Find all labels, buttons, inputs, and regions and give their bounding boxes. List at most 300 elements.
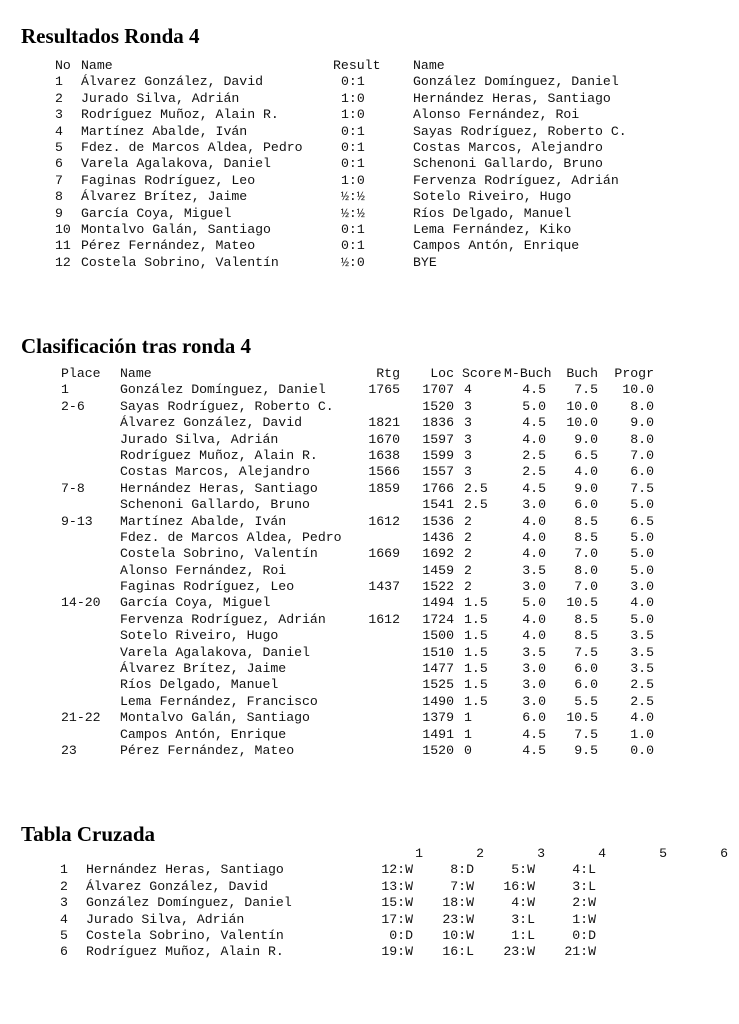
round-result: 16:W — [503, 878, 535, 894]
standing-progr: 9.0 — [630, 415, 654, 431]
black-player: Hernández Heras, Santiago — [413, 90, 611, 106]
standing-progr: 5.0 — [630, 546, 654, 562]
col-header-progr: Progr — [614, 366, 654, 381]
round-result: 7:W — [450, 878, 474, 894]
standing-mbuch: 5.0 — [522, 398, 546, 414]
standing-name: Schenoni Gallardo, Bruno — [120, 497, 310, 513]
standing-name: González Domínguez, Daniel — [120, 382, 326, 398]
standing-mbuch: 4.0 — [522, 546, 546, 562]
standing-buch: 8.5 — [574, 628, 598, 644]
table-row — [61, 645, 654, 661]
standing-progr: 2.5 — [630, 677, 654, 693]
standing-name: Hernández Heras, Santiago — [120, 480, 318, 496]
black-player: Sayas Rodríguez, Roberto C. — [413, 123, 627, 139]
table-row — [55, 928, 728, 944]
standing-loc: 1379 — [422, 710, 454, 726]
standing-loc: 1459 — [422, 562, 454, 578]
standing-score: 3 — [464, 398, 472, 414]
standing-loc: 1510 — [422, 644, 454, 660]
results-table — [55, 58, 673, 271]
col-header-name: Name — [120, 366, 152, 381]
pairing-result: 1:0 — [341, 107, 365, 123]
standing-buch: 6.0 — [574, 497, 598, 513]
standing-buch: 6.0 — [574, 661, 598, 677]
table-row — [61, 563, 654, 579]
standing-loc: 1707 — [422, 382, 454, 398]
standing-mbuch: 4.0 — [522, 529, 546, 545]
pairing-result: 0:1 — [341, 74, 365, 90]
standing-progr: 8.0 — [630, 431, 654, 447]
pairing-result: ½:0 — [341, 254, 365, 270]
col-header-loc: Loc — [430, 366, 454, 381]
standings-title: Clasificación tras ronda 4 — [21, 334, 252, 358]
standing-name: Rodríguez Muñoz, Alain R. — [120, 447, 318, 463]
results-title: Resultados Ronda 4 — [21, 24, 200, 48]
round-header: 6 — [720, 846, 728, 861]
col-header-rtg: Rtg — [376, 366, 400, 381]
standing-place: 9-13 — [61, 513, 93, 529]
standing-loc: 1597 — [422, 431, 454, 447]
standing-place: 14-20 — [61, 595, 101, 611]
pairing-result: 1:0 — [341, 90, 365, 106]
standing-mbuch: 4.5 — [522, 742, 546, 758]
table-row — [61, 677, 654, 693]
black-player: BYE — [413, 254, 437, 270]
standing-mbuch: 5.0 — [522, 595, 546, 611]
col-header-buch: Buch — [566, 366, 598, 381]
standing-name: Jurado Silva, Adrián — [120, 431, 279, 447]
standing-buch: 4.0 — [574, 464, 598, 480]
standing-score: 2.5 — [464, 480, 488, 496]
standing-name: Montalvo Galán, Santiago — [120, 710, 310, 726]
round-result: 1:W — [572, 911, 596, 927]
table-row — [61, 661, 654, 677]
table-row — [55, 124, 673, 140]
round-result: 23:W — [503, 944, 535, 960]
crosstable-title: Tabla Cruzada — [21, 822, 156, 846]
standing-score: 1.5 — [464, 628, 488, 644]
standing-name: Sayas Rodríguez, Roberto C. — [120, 398, 334, 414]
standing-score: 2.5 — [464, 497, 488, 513]
pairing-no: 6 — [55, 156, 63, 172]
standing-rtg: 1437 — [368, 579, 400, 595]
standing-buch: 7.0 — [574, 546, 598, 562]
standing-place: 7-8 — [61, 480, 85, 496]
standing-buch: 10.0 — [566, 398, 598, 414]
table-row — [61, 727, 654, 743]
pairing-no: 9 — [55, 205, 63, 221]
round-result: 23:W — [442, 911, 474, 927]
round-result: 0:D — [572, 927, 596, 943]
standing-score: 1.5 — [464, 661, 488, 677]
round-result: 1:L — [511, 927, 535, 943]
table-row — [61, 415, 654, 431]
standing-progr: 10.0 — [622, 382, 654, 398]
round-result: 10:W — [442, 927, 474, 943]
standing-mbuch: 3.5 — [522, 644, 546, 660]
standing-loc: 1692 — [422, 546, 454, 562]
table-row — [55, 107, 673, 123]
standing-name: Campos Antón, Enrique — [120, 726, 287, 742]
standing-loc: 1491 — [422, 726, 454, 742]
table-row — [55, 255, 673, 271]
round-header: 3 — [537, 846, 545, 861]
white-player: Álvarez González, David — [81, 74, 264, 90]
standing-score: 2 — [464, 529, 472, 545]
round-result: 16:L — [442, 944, 474, 960]
pairing-result: 0:1 — [341, 238, 365, 254]
round-result: 15:W — [381, 895, 413, 911]
black-player: Sotelo Riveiro, Hugo — [413, 189, 572, 205]
table-row — [55, 944, 728, 960]
round-header: 5 — [659, 846, 667, 861]
pairing-result: ½:½ — [341, 189, 365, 205]
standing-mbuch: 3.5 — [522, 562, 546, 578]
round-result: 12:W — [381, 862, 413, 878]
standing-buch: 5.5 — [574, 693, 598, 709]
standing-loc: 1490 — [422, 693, 454, 709]
white-player: Pérez Fernández, Mateo — [81, 238, 256, 254]
table-row — [55, 222, 673, 238]
standing-mbuch: 4.5 — [522, 480, 546, 496]
standing-name: García Coya, Miguel — [120, 595, 271, 611]
standing-score: 4 — [464, 382, 472, 398]
pairing-result: 0:1 — [341, 123, 365, 139]
pairing-result: 1:0 — [341, 172, 365, 188]
standing-loc: 1525 — [422, 677, 454, 693]
standing-progr: 8.0 — [630, 398, 654, 414]
standing-loc: 1477 — [422, 661, 454, 677]
standing-score: 3 — [464, 447, 472, 463]
standing-score: 3 — [464, 415, 472, 431]
standing-rtg: 1638 — [368, 447, 400, 463]
table-row — [61, 481, 654, 497]
standing-buch: 8.0 — [574, 562, 598, 578]
results-header-row — [55, 58, 673, 74]
standings-header-row — [61, 366, 654, 382]
standing-progr: 3.0 — [630, 579, 654, 595]
table-row — [61, 710, 654, 726]
standing-score: 2 — [464, 579, 472, 595]
standing-progr: 6.5 — [630, 513, 654, 529]
standing-mbuch: 4.5 — [522, 382, 546, 398]
white-player: Costela Sobrino, Valentín — [81, 254, 279, 270]
standing-progr: 5.0 — [630, 611, 654, 627]
standing-progr: 4.0 — [630, 595, 654, 611]
standing-loc: 1599 — [422, 447, 454, 463]
table-row — [55, 91, 673, 107]
round-result: 8:D — [450, 862, 474, 878]
standing-loc: 1500 — [422, 628, 454, 644]
standing-score: 1.5 — [464, 644, 488, 660]
cross-player: Rodríguez Muñoz, Alain R. — [86, 944, 284, 960]
white-player: García Coya, Miguel — [81, 205, 232, 221]
table-row — [55, 238, 673, 254]
pairing-no: 12 — [55, 254, 71, 270]
table-row — [55, 895, 728, 911]
table-row — [61, 448, 654, 464]
standing-progr: 3.5 — [630, 661, 654, 677]
table-row — [61, 464, 654, 480]
black-player: Schenoni Gallardo, Bruno — [413, 156, 603, 172]
standing-buch: 9.0 — [574, 480, 598, 496]
table-row — [61, 628, 654, 644]
standing-rtg: 1669 — [368, 546, 400, 562]
round-result: 4:L — [572, 862, 596, 878]
standing-loc: 1541 — [422, 497, 454, 513]
standing-name: Alonso Fernández, Roi — [120, 562, 287, 578]
standing-mbuch: 2.5 — [522, 447, 546, 463]
table-row — [61, 546, 654, 562]
standing-mbuch: 4.0 — [522, 628, 546, 644]
pairing-result: 0:1 — [341, 221, 365, 237]
standing-progr: 2.5 — [630, 693, 654, 709]
pairing-no: 10 — [55, 221, 71, 237]
standing-loc: 1557 — [422, 464, 454, 480]
round-result: 19:W — [381, 944, 413, 960]
standing-buch: 6.5 — [574, 447, 598, 463]
standing-score: 1 — [464, 726, 472, 742]
standing-mbuch: 6.0 — [522, 710, 546, 726]
cross-no: 6 — [60, 944, 68, 960]
standing-score: 1 — [464, 710, 472, 726]
standing-progr: 1.0 — [630, 726, 654, 742]
round-header: 2 — [476, 846, 484, 861]
standing-rtg: 1612 — [368, 513, 400, 529]
cross-no: 5 — [60, 927, 68, 943]
standing-progr: 7.0 — [630, 447, 654, 463]
standing-buch: 10.5 — [566, 595, 598, 611]
table-row — [55, 173, 673, 189]
standing-buch: 8.5 — [574, 611, 598, 627]
cross-player: Álvarez González, David — [86, 878, 269, 894]
standing-score: 3 — [464, 431, 472, 447]
standing-buch: 9.0 — [574, 431, 598, 447]
round-header: 4 — [598, 846, 606, 861]
standing-score: 1.5 — [464, 677, 488, 693]
standing-name: Ríos Delgado, Manuel — [120, 677, 279, 693]
white-player: Martínez Abalde, Iván — [81, 123, 248, 139]
crosstable-header-row — [55, 846, 728, 862]
standing-score: 2 — [464, 562, 472, 578]
standing-name: Pérez Fernández, Mateo — [120, 742, 295, 758]
standing-progr: 6.0 — [630, 464, 654, 480]
round-result: 18:W — [442, 895, 474, 911]
standing-rtg: 1566 — [368, 464, 400, 480]
black-player: Costas Marcos, Alejandro — [413, 139, 603, 155]
standing-buch: 7.5 — [574, 382, 598, 398]
pairing-result: 0:1 — [341, 156, 365, 172]
table-row — [61, 514, 654, 530]
col-header-mbuch: M-Buch — [504, 366, 552, 381]
col-header-name2: Name — [413, 58, 445, 73]
standing-progr: 5.0 — [630, 529, 654, 545]
standing-loc: 1766 — [422, 480, 454, 496]
standing-rtg: 1670 — [368, 431, 400, 447]
table-row — [61, 612, 654, 628]
table-row — [61, 399, 654, 415]
col-header-result: Result — [333, 58, 381, 73]
standing-score: 2 — [464, 513, 472, 529]
standing-score: 0 — [464, 742, 472, 758]
table-row — [61, 694, 654, 710]
standing-loc: 1724 — [422, 611, 454, 627]
black-player: Lema Fernández, Kiko — [413, 221, 572, 237]
standing-loc: 1520 — [422, 742, 454, 758]
standing-buch: 7.5 — [574, 644, 598, 660]
cross-player: Hernández Heras, Santiago — [86, 862, 284, 878]
standing-mbuch: 3.0 — [522, 661, 546, 677]
table-row — [55, 189, 673, 205]
standing-rtg: 1859 — [368, 480, 400, 496]
black-player: Campos Antón, Enrique — [413, 238, 580, 254]
black-player: Fervenza Rodríguez, Adrián — [413, 172, 619, 188]
col-header-no: No — [55, 58, 71, 73]
standing-loc: 1536 — [422, 513, 454, 529]
standing-score: 1.5 — [464, 611, 488, 627]
standing-name: Martínez Abalde, Iván — [120, 513, 287, 529]
table-row — [55, 74, 673, 90]
standing-progr: 3.5 — [630, 628, 654, 644]
standing-buch: 7.0 — [574, 579, 598, 595]
standing-mbuch: 4.0 — [522, 611, 546, 627]
standing-name: Lema Fernández, Francisco — [120, 693, 318, 709]
standing-mbuch: 4.0 — [522, 513, 546, 529]
pairing-no: 5 — [55, 139, 63, 155]
standing-loc: 1494 — [422, 595, 454, 611]
standing-buch: 7.5 — [574, 726, 598, 742]
round-result: 17:W — [381, 911, 413, 927]
standing-mbuch: 2.5 — [522, 464, 546, 480]
crosstable-table — [55, 846, 728, 961]
standing-name: Faginas Rodríguez, Leo — [120, 579, 295, 595]
standing-name: Fdez. de Marcos Aldea, Pedro — [120, 529, 342, 545]
table-row — [55, 206, 673, 222]
table-row — [61, 432, 654, 448]
standing-rtg: 1765 — [368, 382, 400, 398]
table-row — [55, 879, 728, 895]
white-player: Montalvo Galán, Santiago — [81, 221, 271, 237]
standing-place: 21-22 — [61, 710, 101, 726]
standing-mbuch: 3.0 — [522, 677, 546, 693]
standings-table — [61, 366, 654, 759]
cross-player: González Domínguez, Daniel — [86, 895, 292, 911]
standing-place: 2-6 — [61, 398, 85, 414]
standing-progr: 5.0 — [630, 562, 654, 578]
standing-name: Fervenza Rodríguez, Adrián — [120, 611, 326, 627]
table-row — [55, 862, 728, 878]
standing-mbuch: 3.0 — [522, 693, 546, 709]
table-row — [55, 156, 673, 172]
cross-no: 3 — [60, 895, 68, 911]
col-header-place: Place — [61, 366, 101, 381]
table-row — [61, 579, 654, 595]
round-result: 2:W — [572, 895, 596, 911]
standing-name: Álvarez Brítez, Jaime — [120, 661, 287, 677]
standing-loc: 1836 — [422, 415, 454, 431]
table-row — [61, 530, 654, 546]
black-player: González Domínguez, Daniel — [413, 74, 619, 90]
pairing-no: 7 — [55, 172, 63, 188]
table-row — [61, 743, 654, 759]
round-result: 13:W — [381, 878, 413, 894]
standing-score: 1.5 — [464, 693, 488, 709]
standing-buch: 8.5 — [574, 513, 598, 529]
cross-player: Jurado Silva, Adrián — [86, 911, 245, 927]
standing-rtg: 1612 — [368, 611, 400, 627]
standing-place: 1 — [61, 382, 69, 398]
standing-loc: 1436 — [422, 529, 454, 545]
pairing-no: 8 — [55, 189, 63, 205]
standing-rtg: 1821 — [368, 415, 400, 431]
white-player: Faginas Rodríguez, Leo — [81, 172, 256, 188]
standing-name: Costela Sobrino, Valentín — [120, 546, 318, 562]
standing-name: Costas Marcos, Alejandro — [120, 464, 310, 480]
black-player: Ríos Delgado, Manuel — [413, 205, 572, 221]
standing-progr: 0.0 — [630, 742, 654, 758]
standing-mbuch: 3.0 — [522, 497, 546, 513]
cross-no: 1 — [60, 862, 68, 878]
pairing-no: 11 — [55, 238, 71, 254]
round-result: 4:W — [511, 895, 535, 911]
standing-buch: 9.5 — [574, 742, 598, 758]
white-player: Fdez. de Marcos Aldea, Pedro — [81, 139, 303, 155]
standing-buch: 6.0 — [574, 677, 598, 693]
white-player: Álvarez Brítez, Jaime — [81, 189, 248, 205]
standing-place: 23 — [61, 742, 77, 758]
black-player: Alonso Fernández, Roi — [413, 107, 580, 123]
round-result: 21:W — [564, 944, 596, 960]
round-header: 1 — [415, 846, 423, 861]
standing-score: 1.5 — [464, 595, 488, 611]
standing-progr: 7.5 — [630, 480, 654, 496]
standing-mbuch: 3.0 — [522, 579, 546, 595]
standing-mbuch: 4.5 — [522, 415, 546, 431]
standing-mbuch: 4.5 — [522, 726, 546, 742]
cross-no: 2 — [60, 878, 68, 894]
pairing-result: ½:½ — [341, 205, 365, 221]
round-result: 3:L — [511, 911, 535, 927]
pairing-no: 2 — [55, 90, 63, 106]
table-row — [55, 140, 673, 156]
standing-score: 3 — [464, 464, 472, 480]
standing-progr: 3.5 — [630, 644, 654, 660]
round-result: 0:D — [389, 927, 413, 943]
standing-loc: 1522 — [422, 579, 454, 595]
table-row — [55, 912, 728, 928]
table-row — [61, 497, 654, 513]
col-header-name: Name — [81, 58, 113, 73]
pairing-no: 3 — [55, 107, 63, 123]
standing-score: 2 — [464, 546, 472, 562]
table-row — [61, 382, 654, 398]
pairing-no: 4 — [55, 123, 63, 139]
standing-name: Álvarez González, David — [120, 415, 303, 431]
standing-progr: 4.0 — [630, 710, 654, 726]
pairing-result: 0:1 — [341, 139, 365, 155]
col-header-score: Score — [462, 366, 502, 381]
standing-mbuch: 4.0 — [522, 431, 546, 447]
standing-buch: 8.5 — [574, 529, 598, 545]
standing-loc: 1520 — [422, 398, 454, 414]
cross-no: 4 — [60, 911, 68, 927]
round-result: 5:W — [511, 862, 535, 878]
standing-progr: 5.0 — [630, 497, 654, 513]
round-result: 3:L — [572, 878, 596, 894]
table-row — [61, 595, 654, 611]
white-player: Varela Agalakova, Daniel — [81, 156, 271, 172]
standing-buch: 10.5 — [566, 710, 598, 726]
